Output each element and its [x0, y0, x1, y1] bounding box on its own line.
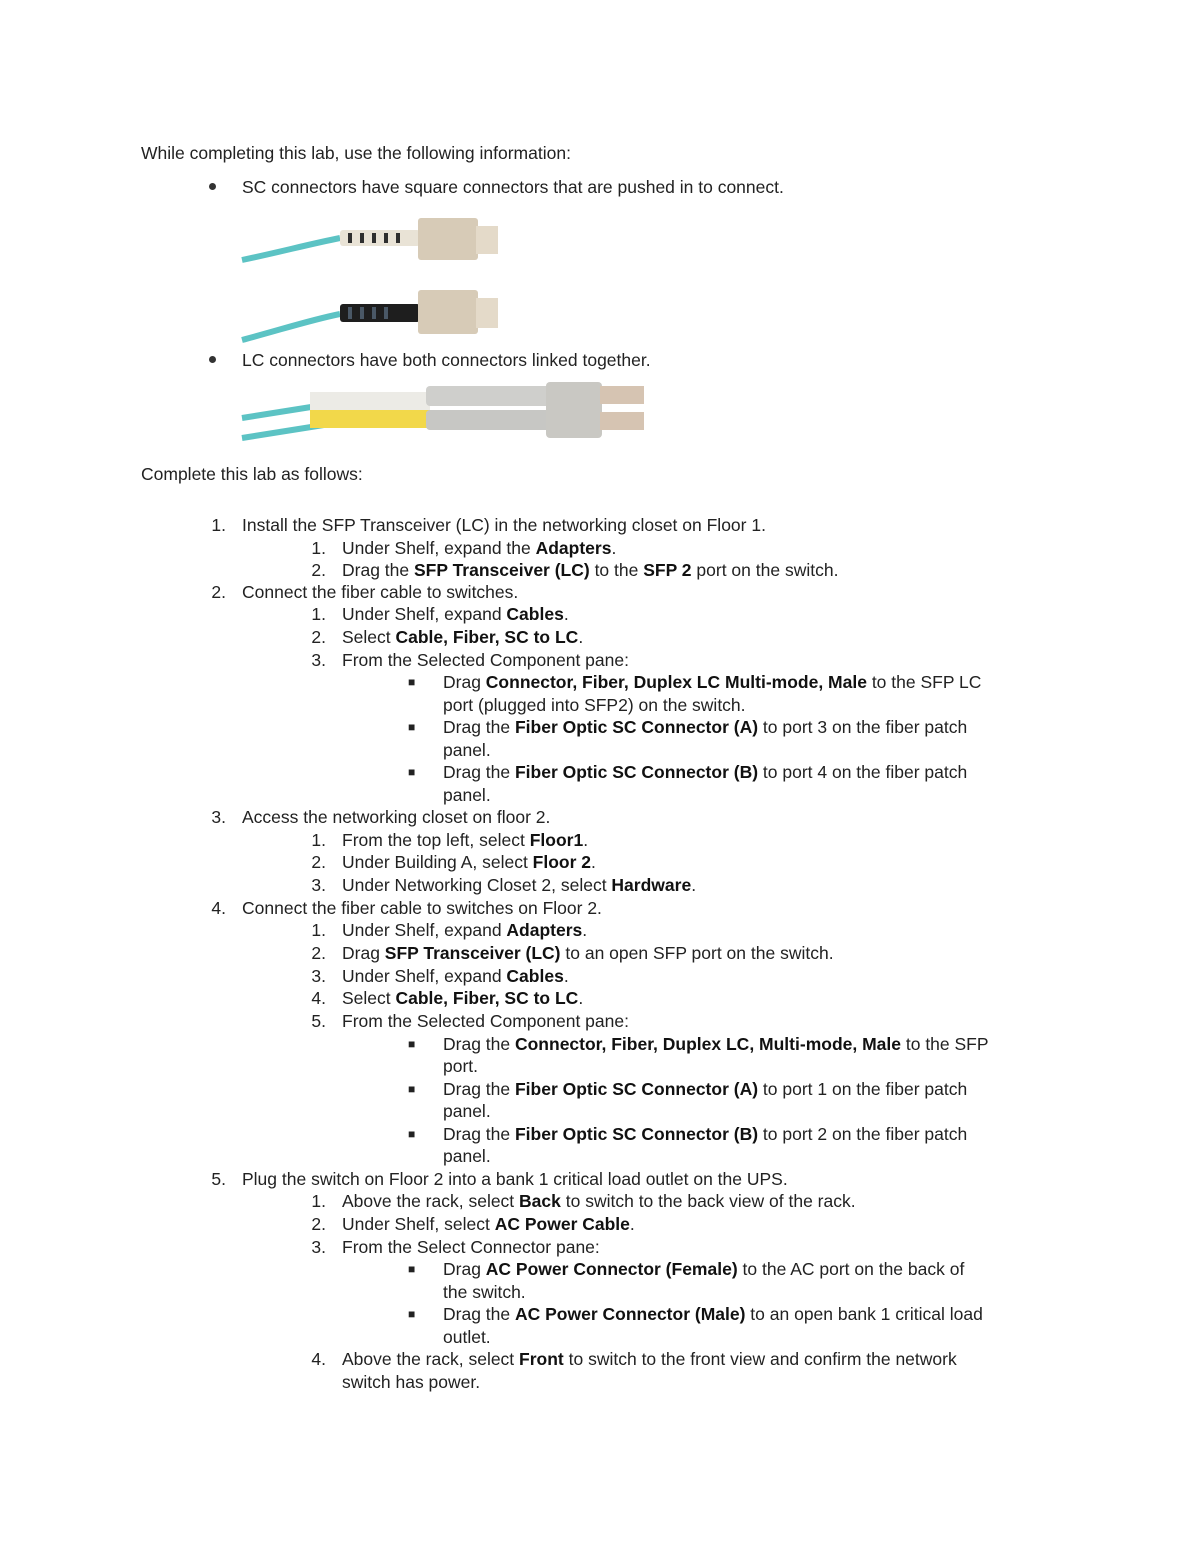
- square-bullet: ■: [408, 1082, 416, 1096]
- steps-heading: Complete this lab as follows:: [141, 464, 363, 484]
- step-number: 4.: [211, 898, 226, 918]
- action-item-cont: panel.: [443, 1146, 491, 1166]
- step-number: 5.: [211, 1169, 226, 1189]
- step-number: 1.: [211, 515, 226, 535]
- substep-number: 5.: [311, 1011, 326, 1031]
- action-item: Drag the Connector, Fiber, Duplex LC, Multi-mode, Male to the SFP: [443, 1034, 989, 1054]
- bullet-dot: [209, 356, 216, 363]
- action-item-cont: the switch.: [443, 1282, 526, 1302]
- lc-connector-image: [240, 378, 650, 442]
- sc-connector-note: SC connectors have square connectors that are pushed in to connect.: [242, 177, 784, 197]
- substep-text: Under Networking Closet 2, select Hardware.: [342, 875, 697, 895]
- substep-text: Under Shelf, expand the Adapters.: [342, 538, 617, 558]
- step-number: 2.: [211, 582, 226, 602]
- action-item: Drag the Fiber Optic SC Connector (A) to port 1 on the fiber patch: [443, 1079, 968, 1099]
- substep-text: From the Selected Component pane:: [342, 1011, 629, 1031]
- substep-number: 1.: [311, 604, 326, 624]
- substep-number: 1.: [311, 920, 326, 940]
- substep-number: 1.: [311, 1191, 326, 1211]
- square-bullet: ■: [408, 1127, 416, 1141]
- substep-text: Select Cable, Fiber, SC to LC.: [342, 988, 584, 1008]
- lc-connector-note: LC connectors have both connectors linked together.: [242, 350, 651, 370]
- substep-text: Above the rack, select Back to switch to the back view of the rack.: [342, 1191, 856, 1211]
- substep-text-cont: switch has power.: [342, 1372, 481, 1392]
- substep-number: 3.: [311, 1237, 326, 1257]
- action-item: Drag Connector, Fiber, Duplex LC Multi-mode, Male to the SFP LC: [443, 672, 982, 692]
- substep-text: Under Building A, select Floor 2.: [342, 852, 596, 872]
- step-number: 3.: [211, 807, 226, 827]
- action-item: Drag the Fiber Optic SC Connector (B) to port 4 on the fiber patch: [443, 762, 968, 782]
- action-item-cont: outlet.: [443, 1327, 491, 1347]
- square-bullet: ■: [408, 1307, 416, 1321]
- square-bullet: ■: [408, 1262, 416, 1276]
- substep-number: 1.: [311, 830, 326, 850]
- substep-number: 2.: [311, 943, 326, 963]
- step-1-text: Install the SFP Transceiver (LC) in the networking closet on Floor 1.: [242, 515, 766, 535]
- action-item: Drag the AC Power Connector (Male) to an open bank 1 critical load: [443, 1304, 983, 1324]
- substep-number: 1.: [311, 538, 326, 558]
- action-item: Drag the Fiber Optic SC Connector (B) to port 2 on the fiber patch: [443, 1124, 968, 1144]
- bullet-dot: [209, 183, 216, 190]
- substep-number: 4.: [311, 988, 326, 1008]
- square-bullet: ■: [408, 720, 416, 734]
- substep-number: 4.: [311, 1349, 326, 1369]
- action-item-cont: panel.: [443, 785, 491, 805]
- substep-text: Under Shelf, expand Cables.: [342, 604, 569, 624]
- substep-text: Under Shelf, expand Adapters.: [342, 920, 588, 940]
- substep-number: 3.: [311, 875, 326, 895]
- square-bullet: ■: [408, 675, 416, 689]
- square-bullet: ■: [408, 765, 416, 779]
- step-3-text: Access the networking closet on floor 2.: [242, 807, 551, 827]
- substep-number: 2.: [311, 627, 326, 647]
- substep-text: From the Selected Component pane:: [342, 650, 629, 670]
- substep-number: 2.: [311, 1214, 326, 1234]
- action-item: Drag AC Power Connector (Female) to the AC port on the back of: [443, 1259, 965, 1279]
- substep-number: 3.: [311, 650, 326, 670]
- substep-text: Select Cable, Fiber, SC to LC.: [342, 627, 584, 647]
- action-item: Drag the Fiber Optic SC Connector (A) to port 3 on the fiber patch: [443, 717, 968, 737]
- substep-number: 3.: [311, 966, 326, 986]
- substep-number: 2.: [311, 560, 326, 580]
- sc-connector-image: [240, 208, 500, 344]
- action-item-cont: port.: [443, 1056, 479, 1076]
- substep-text: Under Shelf, select AC Power Cable.: [342, 1214, 635, 1234]
- action-item-cont: port (plugged into SFP2) on the switch.: [443, 695, 746, 715]
- substep-text: Drag SFP Transceiver (LC) to an open SFP port on the switch.: [342, 943, 834, 963]
- step-2-text: Connect the fiber cable to switches.: [242, 582, 519, 602]
- substep-text: Above the rack, select Front to switch to the front view and confirm the network: [342, 1349, 957, 1369]
- intro-text: While completing this lab, use the following information:: [141, 143, 571, 163]
- substep-text: Under Shelf, expand Cables.: [342, 966, 569, 986]
- substep-text: From the top left, select Floor1.: [342, 830, 589, 850]
- substep-text: Drag the SFP Transceiver (LC) to the SFP 2 port on the switch.: [342, 560, 839, 580]
- substep-number: 2.: [311, 852, 326, 872]
- action-item-cont: panel.: [443, 740, 491, 760]
- square-bullet: ■: [408, 1037, 416, 1051]
- action-item-cont: panel.: [443, 1101, 491, 1121]
- step-4-text: Connect the fiber cable to switches on Floor 2.: [242, 898, 602, 918]
- substep-text: From the Select Connector pane:: [342, 1237, 600, 1257]
- step-5-text: Plug the switch on Floor 2 into a bank 1 critical load outlet on the UPS.: [242, 1169, 788, 1189]
